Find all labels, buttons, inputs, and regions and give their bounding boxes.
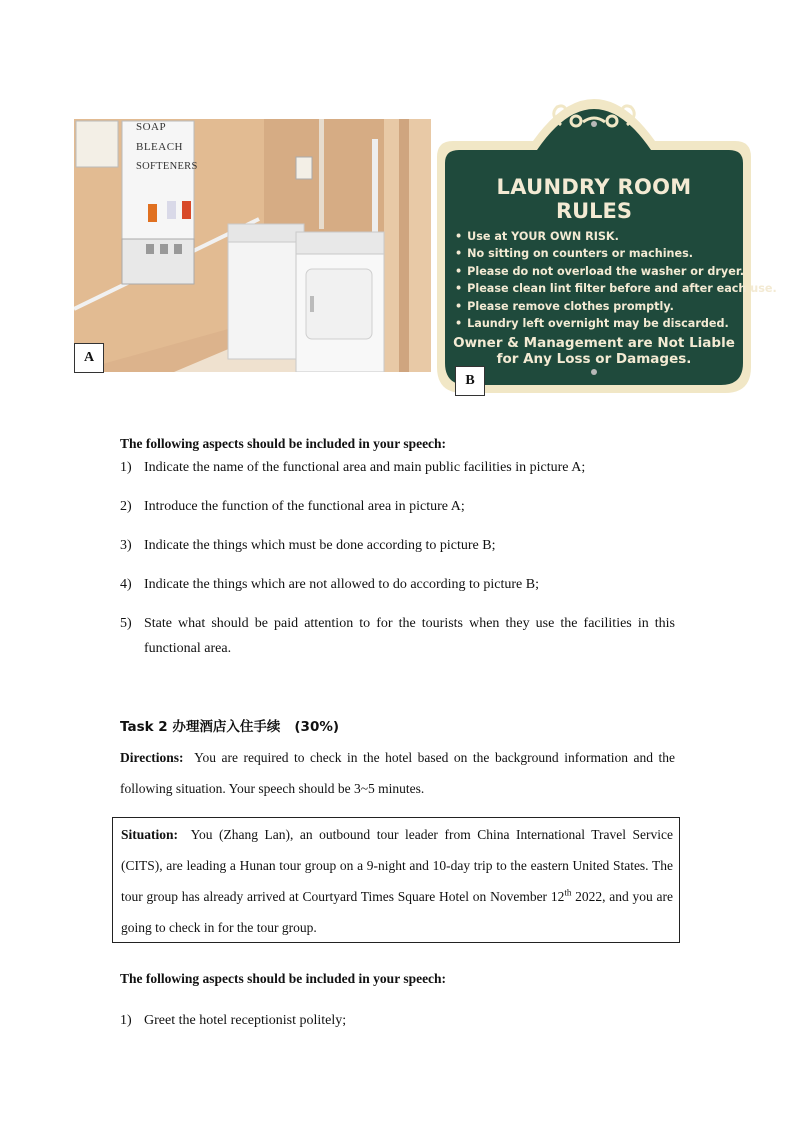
sign-rule: • Please remove clothes promptly.: [455, 298, 745, 315]
sign-title-line1: LAUNDRY ROOM: [496, 175, 692, 199]
list-item-number: 1): [120, 460, 132, 475]
sign-rule: • Please do not overload the washer or dryer.: [455, 263, 745, 280]
sign-footer-line1: Owner & Management are Not Liable: [453, 335, 735, 351]
list-item-number: 2): [120, 499, 132, 514]
situation-text: You (Zhang Lan), an outbound tour leader from China International Travel Service (CITS), are leading a Hunan tour group on a 9-night and 10-day trip to the eastern United States. The tour group has already arrived at Courtyard Times Square Hotel on November 12: [121, 827, 674, 904]
sign-rule: • Please clean lint filter before and after each use.: [455, 280, 745, 297]
section2-heading: The following aspects should be included in your speech:: [120, 971, 447, 986]
list-item-text: State what should be paid attention to for the tourists when they use the facilities in this functional area.: [144, 616, 675, 656]
sign-rule: • Use at YOUR OWN RISK.: [455, 228, 745, 245]
dispenser-label-bleach: BLEACH: [136, 141, 183, 153]
sign-footer-line2: for Any Loss or Damages.: [496, 351, 692, 367]
dispenser-label-softeners: SOFTENERS: [136, 161, 198, 172]
picture-b-label: B: [455, 366, 485, 396]
list-item-text: Indicate the things which must be done according to picture B;: [144, 538, 496, 553]
laundry-room-photo: [74, 119, 431, 372]
situation-paragraph: [121, 819, 673, 943]
sign-rule: • No sitting on counters or machines.: [455, 245, 745, 262]
list-item-number: 4): [120, 577, 132, 592]
laundry-rules-sign: [433, 97, 777, 395]
list-item-number: 1): [120, 1013, 132, 1028]
sign-rule: • Laundry left overnight may be discarded.: [455, 315, 745, 332]
list-item-text: Introduce the function of the functional area in picture A;: [144, 499, 465, 514]
list-item-text: Indicate the things which are not allowed to do according to picture B;: [144, 577, 539, 592]
list-item: [120, 1008, 675, 1033]
list-item: [120, 494, 675, 519]
list-item-text: Indicate the name of the functional area and main public facilities in picture A;: [144, 460, 586, 475]
sign-title-line2: RULES: [555, 199, 633, 223]
situation-text-end: 2022, and you are going to check in for the tour group.: [121, 889, 673, 935]
task2-title-text: Task 2 办理酒店入住手续: [120, 719, 281, 735]
situation-box: [112, 817, 680, 943]
sign-rules-list: [455, 228, 777, 332]
directions-label: Directions:: [120, 750, 184, 765]
directions-paragraph: [120, 742, 675, 804]
picture-a-label: A: [74, 343, 104, 373]
situation-label: Situation:: [121, 827, 179, 842]
section1-heading: The following aspects should be included in your speech:: [120, 436, 447, 451]
list-item: [120, 611, 675, 661]
list-item-number: 5): [120, 616, 132, 631]
list-item: [120, 572, 675, 597]
directions-text: You are required to check in the hotel based on the background information and the following situation. Your speech should be 3~5 minutes.: [120, 750, 675, 796]
task2-percent: (30%): [294, 719, 340, 735]
task2-title: [120, 715, 339, 735]
situation-superscript: th: [564, 887, 572, 898]
list-item-number: 3): [120, 538, 132, 553]
dispenser-label-soap: SOAP: [136, 121, 167, 133]
list-item: [120, 533, 675, 558]
list-item-text: Greet the hotel receptionist politely;: [144, 1013, 347, 1028]
section2-list: [120, 1008, 675, 1033]
list-item: [120, 455, 675, 480]
section1-list: [120, 455, 675, 675]
laundry-room-illustration: [74, 119, 431, 372]
